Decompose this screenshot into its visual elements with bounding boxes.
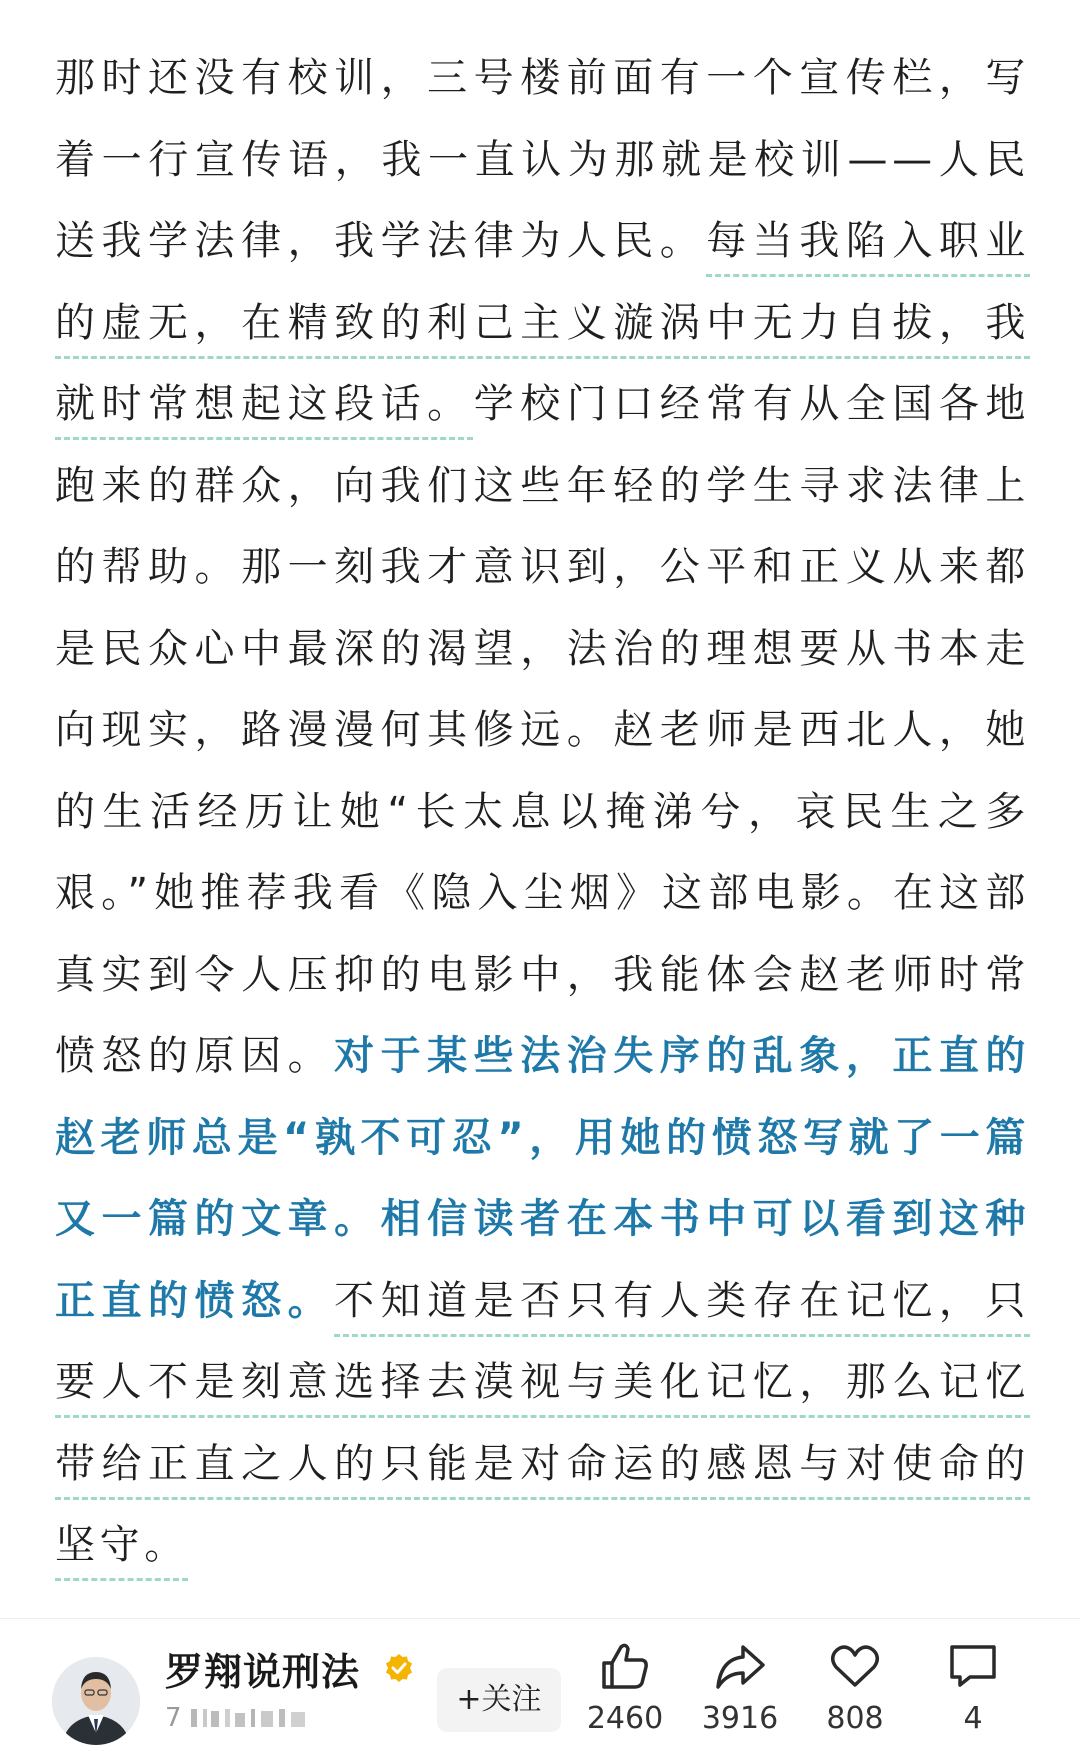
follow-button[interactable]: +关注 xyxy=(437,1668,561,1732)
comment-bubble-icon xyxy=(946,1639,1000,1693)
author-name[interactable]: 罗翔说刑法 xyxy=(165,1650,361,1694)
blurred-text-icon xyxy=(185,1707,345,1729)
article-text-2: 学校门口经常有从全国各地跑来的群众，向我们这些年轻的学生寻求法律上的帮助。那一刻我才意识到，公平和正义从来都是民众心中最深的渴望，法治的理想要从书本走向现实，路漫漫何其修远。赵老师是西北人，她的生活经历让她“长太息以掩涕兮，哀民生之多艰。”她推荐我看《隐入尘烟》这部电影。在这部真实到令人压抑的电影中，我能体会赵老师时常愤怒的原因。 xyxy=(55,381,1031,1079)
highlighted-quote-2[interactable]: 不知道是否只有人类存在记忆，只要人不是刻意选择去漠视与美化记忆，那么记忆带给正直之人的只能是对命运的感恩与对使命的坚守。 xyxy=(55,1277,1030,1568)
author-sub-info: 7 xyxy=(165,1703,182,1733)
author-avatar[interactable] xyxy=(52,1657,140,1745)
verified-badge-icon xyxy=(383,1652,415,1684)
heart-icon xyxy=(828,1639,882,1693)
article-body xyxy=(55,38,1030,1587)
share-arrow-icon xyxy=(713,1639,767,1693)
like-button[interactable] xyxy=(570,1639,680,1736)
bold-emphasis-text: 对于某些法治失序的乱象，正直的赵老师总是“孰不可忍”，用她的愤怒写就了一篇又一篇的文章。相信读者在本书中可以看到这种正直的愤怒。 xyxy=(55,1033,1030,1324)
comment-button[interactable] xyxy=(918,1639,1028,1736)
favorite-button[interactable] xyxy=(800,1639,910,1736)
share-button[interactable] xyxy=(685,1639,795,1736)
share-count: 3916 xyxy=(701,1701,779,1736)
like-count: 2460 xyxy=(586,1701,664,1736)
comment-count: 4 xyxy=(963,1701,983,1736)
highlighted-quote-1[interactable]: 每当我陷入职业的虚无，在精致的利己主义漩涡中无力自拔，我就时常想起这段话。 xyxy=(55,218,1030,427)
favorite-count: 808 xyxy=(826,1701,884,1736)
post-footer-bar xyxy=(0,1618,1080,1750)
article-text-1: 那时还没有校训，三号楼前面有一个宣传栏，写着一行宣传语，我一直认为那就是校训——人民送我学法律，我学法律为人民。 xyxy=(55,55,1030,264)
thumbs-up-icon xyxy=(598,1639,652,1693)
